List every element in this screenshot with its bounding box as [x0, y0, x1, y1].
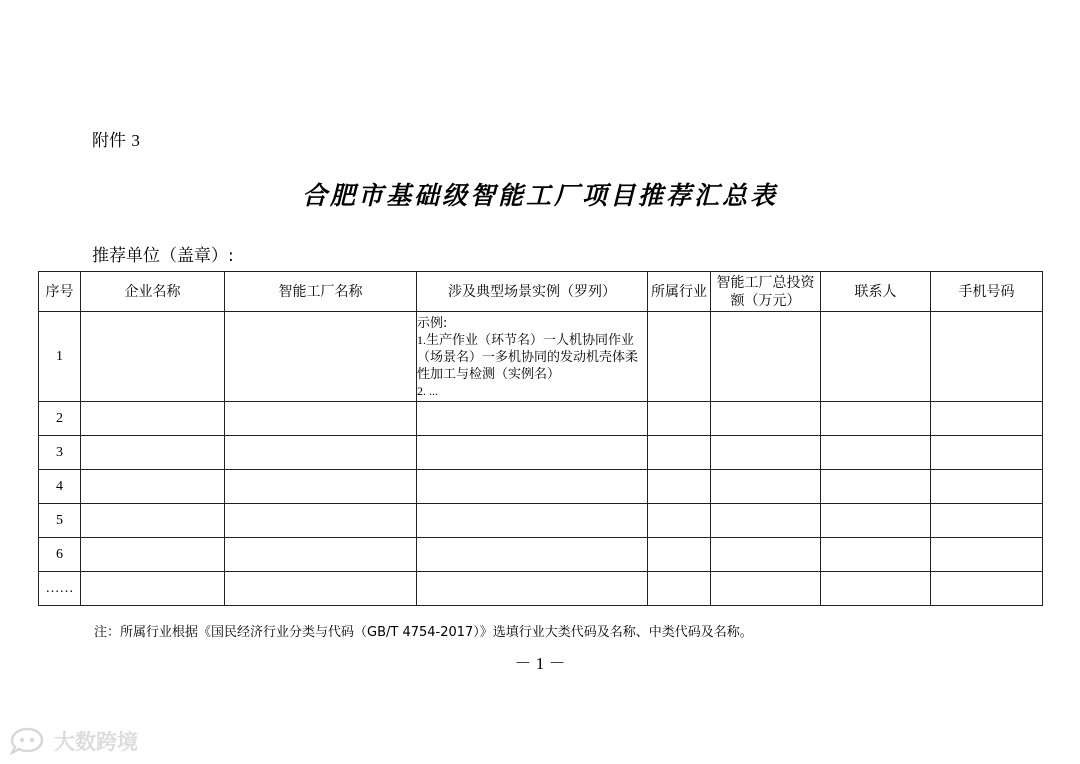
- cell-factory-name: [225, 572, 417, 606]
- cell-phone: [931, 572, 1043, 606]
- cell-scenarios-example: [417, 312, 648, 402]
- table-row: [39, 538, 1043, 572]
- cell-investment: [711, 436, 821, 470]
- cell-scenarios: [417, 538, 648, 572]
- cell-investment: [711, 572, 821, 606]
- cell-company-name: [81, 402, 225, 436]
- cell-contact: [821, 504, 931, 538]
- header-investment: 智能工厂总投资额（万元）: [711, 272, 821, 312]
- cell-industry: [648, 572, 711, 606]
- cell-company-name: [81, 470, 225, 504]
- header-contact: 联系人: [821, 272, 931, 312]
- table-row: [39, 436, 1043, 470]
- row-seq: 1: [39, 312, 81, 402]
- watermark: [8, 726, 138, 756]
- header-seq: 序号: [39, 272, 81, 312]
- cell-factory-name: [225, 402, 417, 436]
- cell-industry: [648, 312, 711, 402]
- header-industry: 所属行业: [648, 272, 711, 312]
- attachment-number: 3: [131, 131, 140, 150]
- table-row: [39, 402, 1043, 436]
- example-item-2: 2. ...: [417, 384, 438, 398]
- cell-contact: [821, 402, 931, 436]
- cell-investment: [711, 538, 821, 572]
- cell-contact: [821, 436, 931, 470]
- cell-factory-name: [225, 312, 417, 402]
- cell-scenarios: [417, 470, 648, 504]
- attachment-prefix: 附件: [92, 131, 132, 151]
- cell-investment: [711, 402, 821, 436]
- header-company-name: 企业名称: [81, 272, 225, 312]
- cell-industry: [648, 402, 711, 436]
- table-row: [39, 470, 1043, 504]
- cell-phone: [931, 470, 1043, 504]
- row-seq: ……: [39, 572, 81, 606]
- cell-contact: [821, 572, 931, 606]
- header-factory-name: 智能工厂名称: [225, 272, 417, 312]
- footnote: 注：所属行业根据《国民经济行业分类与代码（GB/T 4754-2017）》选填行业大类代码及名称、中类代码及名称。: [94, 625, 753, 640]
- row-seq: 5: [39, 504, 81, 538]
- table-header-row: [39, 272, 1043, 312]
- cell-industry: [648, 436, 711, 470]
- table-row: [39, 312, 1043, 402]
- header-scenarios: 涉及典型场景实例（罗列）: [417, 272, 648, 312]
- cell-company-name: [81, 538, 225, 572]
- recommend-unit-label: 推荐单位（盖章）:: [92, 246, 234, 266]
- cell-contact: [821, 470, 931, 504]
- cell-company-name: [81, 436, 225, 470]
- cell-industry: [648, 504, 711, 538]
- example-item-1-text: 生产作业（环节名）一人机协同作业（场景名）一多机协同的发动机壳体柔性加工与检测（实例名）: [417, 333, 639, 382]
- example-item-1: [417, 332, 647, 383]
- row-seq: 3: [39, 436, 81, 470]
- cell-industry: [648, 470, 711, 504]
- watermark-text: 大数跨境: [54, 730, 138, 754]
- cell-scenarios: [417, 504, 648, 538]
- cell-factory-name: [225, 504, 417, 538]
- cell-scenarios: [417, 402, 648, 436]
- cell-contact: [821, 538, 931, 572]
- cell-factory-name: [225, 470, 417, 504]
- cell-investment: [711, 504, 821, 538]
- table-row: [39, 572, 1043, 606]
- attachment-label: [92, 126, 140, 151]
- chat-bubble-logo-icon: [8, 727, 48, 755]
- page-title: 合肥市基础级智能工厂项目推荐汇总表: [301, 181, 778, 210]
- cell-phone: [931, 312, 1043, 402]
- example-heading: 示例:: [417, 316, 448, 331]
- header-phone: 手机号码: [931, 272, 1043, 312]
- cell-phone: [931, 504, 1043, 538]
- table-row: [39, 504, 1043, 538]
- cell-scenarios: [417, 572, 648, 606]
- page-number: － 1 －: [514, 654, 566, 673]
- cell-industry: [648, 538, 711, 572]
- cell-contact: [821, 312, 931, 402]
- cell-investment: [711, 470, 821, 504]
- cell-company-name: [81, 312, 225, 402]
- row-seq: 4: [39, 470, 81, 504]
- cell-phone: [931, 402, 1043, 436]
- example-item-1-number: 1.: [417, 333, 426, 347]
- cell-scenarios: [417, 436, 648, 470]
- cell-factory-name: [225, 436, 417, 470]
- row-seq: 2: [39, 402, 81, 436]
- cell-company-name: [81, 504, 225, 538]
- cell-investment: [711, 312, 821, 402]
- cell-company-name: [81, 572, 225, 606]
- row-seq: 6: [39, 538, 81, 572]
- cell-phone: [931, 436, 1043, 470]
- cell-phone: [931, 538, 1043, 572]
- summary-table: [38, 271, 1043, 606]
- cell-factory-name: [225, 538, 417, 572]
